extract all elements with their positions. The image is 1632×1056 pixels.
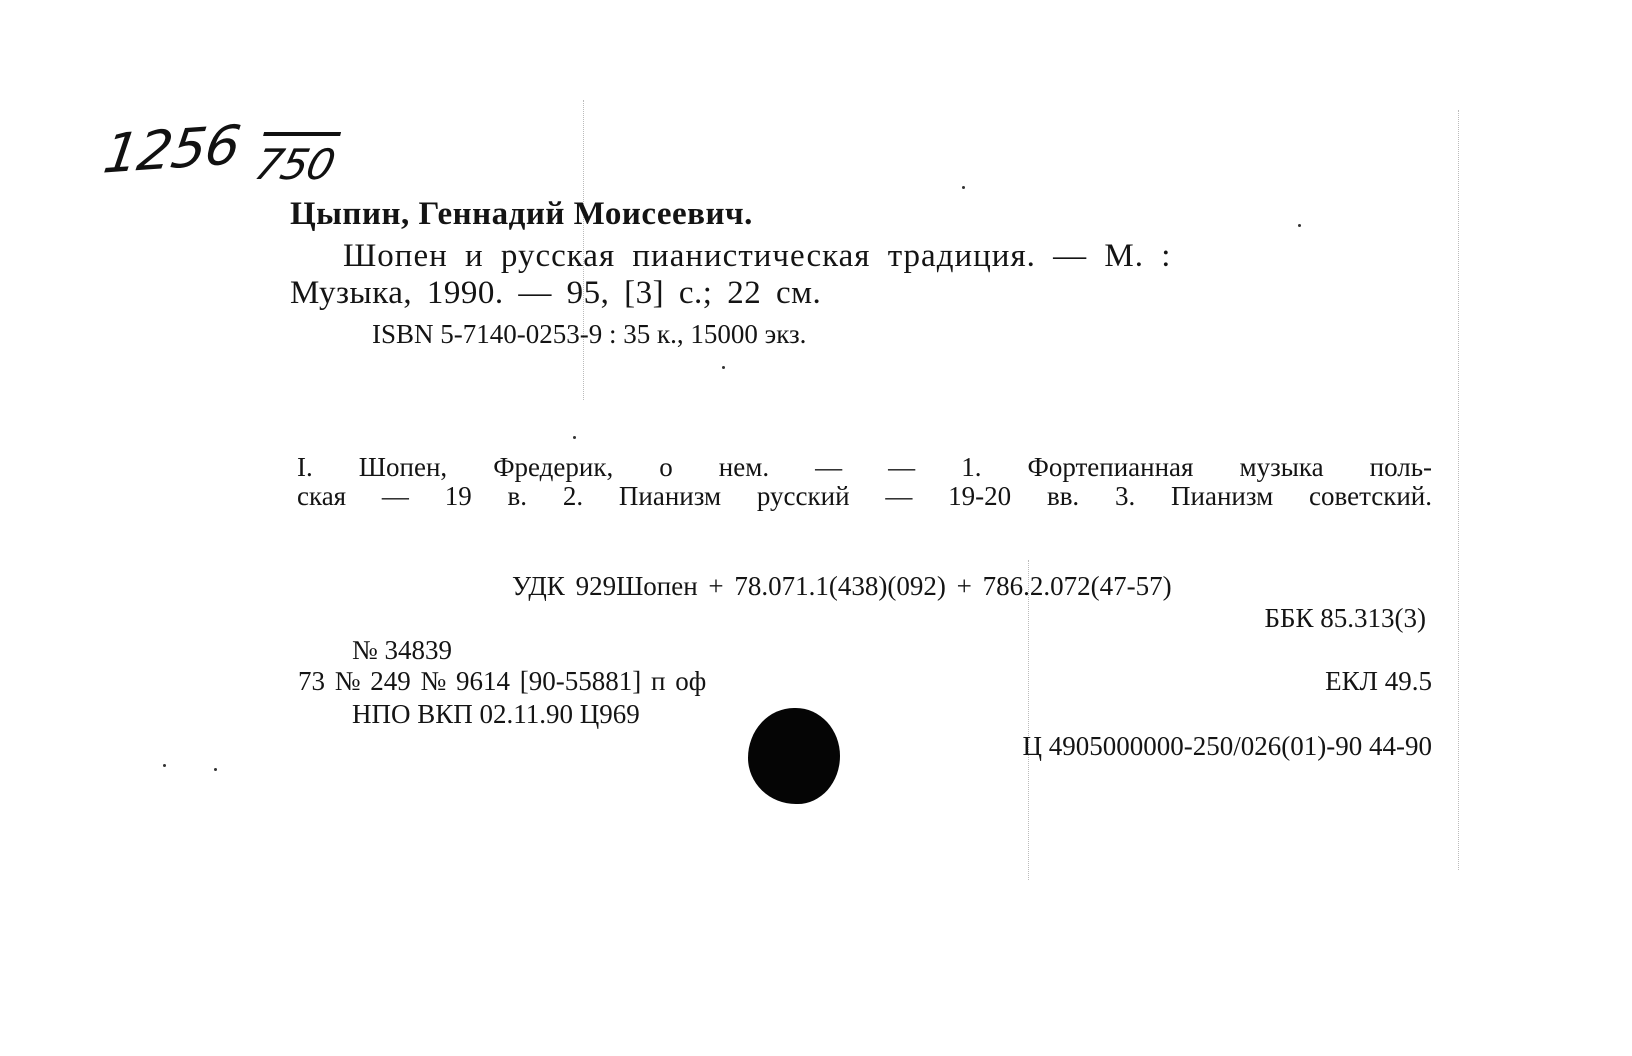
isbn-line: ISBN 5-7140-0253-9 : 35 к., 15000 экз. [372, 319, 807, 349]
scan-speck [962, 186, 965, 189]
card-number: № 34839 [352, 635, 453, 665]
udk-classification: УДК 929Шопен + 78.071.1(438)(092) + 786.2.072(47-57) [512, 571, 1172, 601]
price-code: Ц 4905000000-250/026(01)-90 44-90 [1022, 731, 1432, 761]
author-heading: Цыпин, Геннадий Моисеевич. [290, 196, 753, 232]
handwritten-fraction: 750 [250, 132, 341, 189]
npo-line: НПО ВКП 02.11.90 Ц969 [352, 699, 640, 729]
subject-headings-line-2: ская — 19 в. 2. Пианизм русский — 19-20 вв. 3. Пианизм советский. [297, 481, 1432, 511]
scan-dotted-line [1028, 560, 1029, 880]
handwritten-inventory-number [99, 113, 340, 189]
ink-blot [748, 708, 840, 804]
handwritten-number: 1256 [99, 113, 244, 186]
imprint-line: Музыка, 1990. — 95, [3] с.; 22 см. [290, 275, 822, 311]
scan-speck [1298, 224, 1301, 227]
scan-speck [722, 366, 725, 369]
bbk-classification: ББК 85.313(3) [1264, 603, 1426, 633]
scan-speck [573, 436, 576, 439]
title-line: Шопен и русская пианистическая традиция. — М. : [343, 238, 1172, 274]
scan-speck [163, 764, 166, 767]
scan-speck [214, 768, 217, 771]
subject-headings-line-1: I. Шопен, Фредерик, о нем. — — 1. Фортепианная музыка поль- [297, 452, 1432, 482]
ekl-code: ЕКЛ 49.5 [1325, 666, 1432, 696]
scan-dotted-line [1458, 110, 1459, 870]
order-line: 73 № 249 № 9614 [90-55881] п оф [298, 666, 707, 696]
